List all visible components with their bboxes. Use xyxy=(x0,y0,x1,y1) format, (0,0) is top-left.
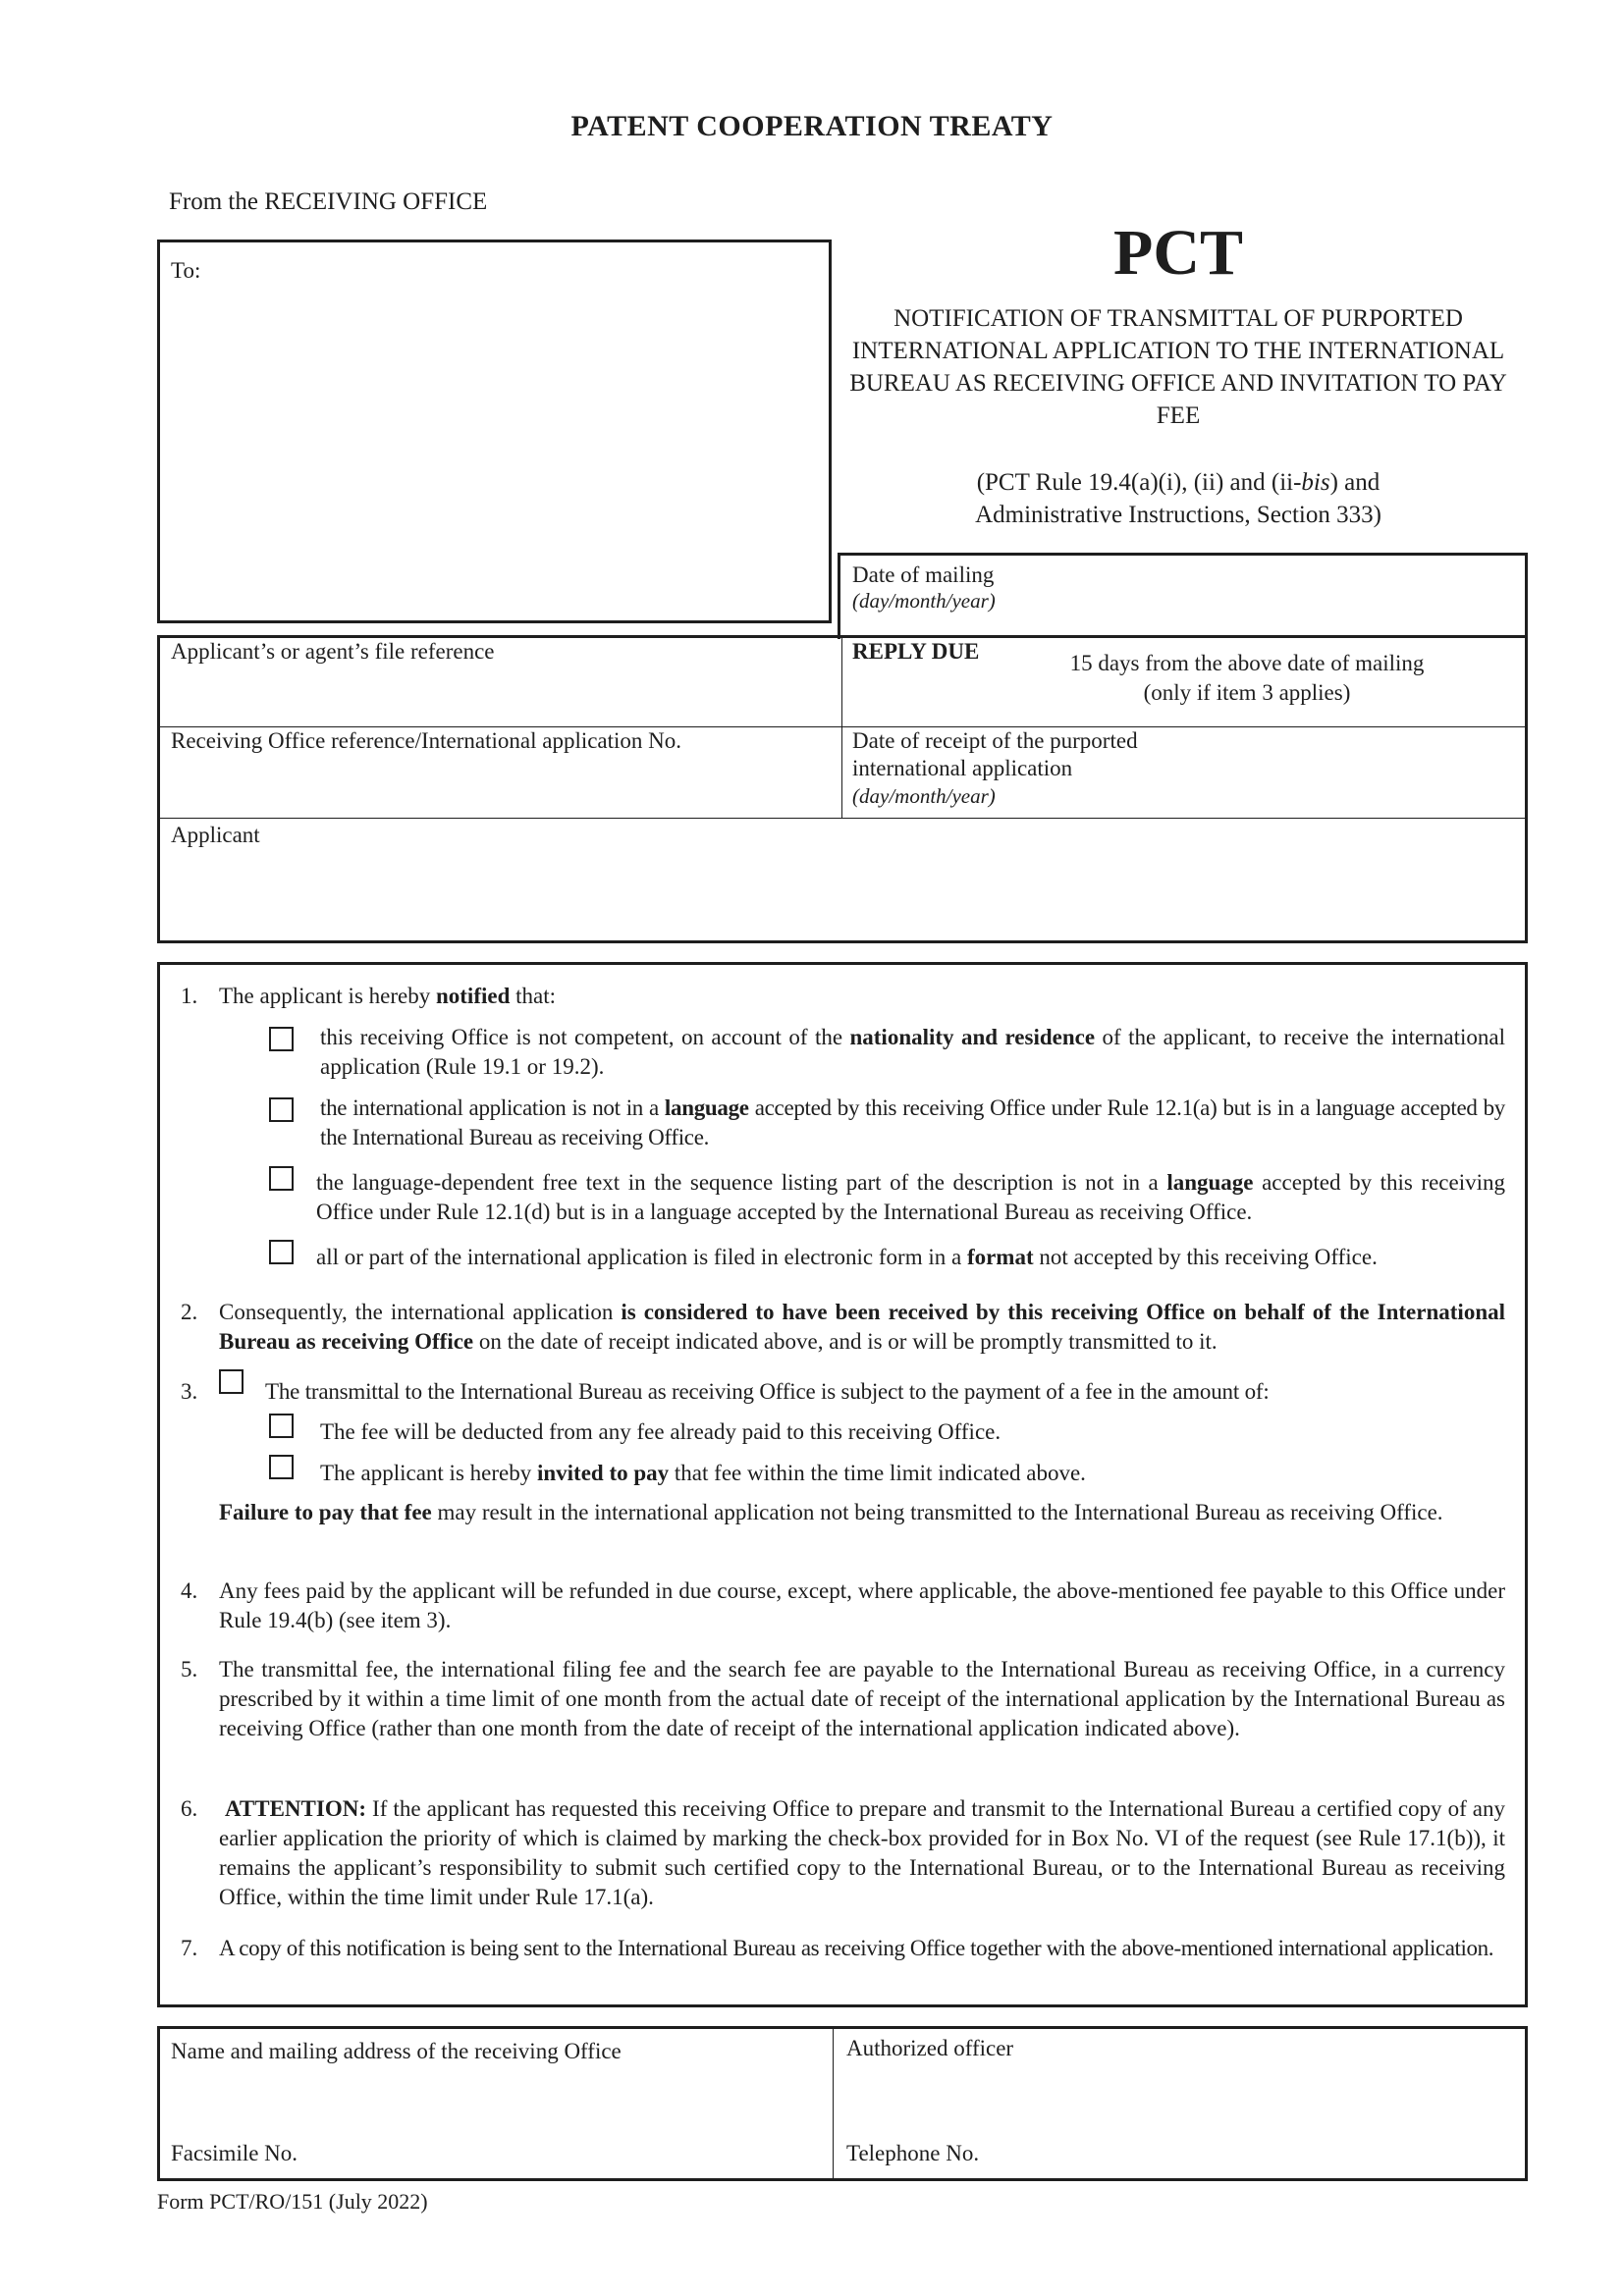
office-name-address-label[interactable]: Name and mailing address of the receiving Office xyxy=(171,2039,622,2063)
reply-due-line-2: (only if item 3 applies) xyxy=(1143,680,1351,705)
applicant-label: Applicant xyxy=(171,823,260,847)
date-receipt-label-2: international application xyxy=(852,756,1073,780)
item-6-body: If the applicant has requested this receiving Office to prepare and transmit to the International Bureau a certified copy of any earlier application the priority of which is claimed by marking the check-box provided for in Box No. VI of the request (see Rule 17.1(b)), it remains the applicant’s responsibility to submit such certified copy to the International Bureau, or to the International Bureau as receiving Office, within the time limit under Rule 17.1(a). xyxy=(219,1796,1505,1909)
rule-reference xyxy=(844,466,1512,531)
option-text-a: this receiving Office is not competent, on account of the xyxy=(320,1025,850,1049)
date-receipt-format: (day/month/year) xyxy=(852,784,996,808)
reply-due-line-1: 15 days from the above date of mailing xyxy=(1069,651,1425,675)
checkbox-sequence-listing[interactable] xyxy=(269,1166,294,1191)
item-4-text: Any fees paid by the applicant will be refunded in due course, except, where applicable, the above-mentioned fee payable to this Office under Rule 19.4(b) (see item 3). xyxy=(219,1578,1505,1632)
failure-note-b: may result in the international application not being transmitted to the International Bureau as receiving Office. xyxy=(431,1500,1443,1524)
reply-due-label: REPLY DUE xyxy=(852,639,980,664)
date-mailing-format: (day/month/year) xyxy=(852,589,996,613)
option-text-b: language xyxy=(664,1095,749,1120)
item-2-text-b: is considered to have been received by this receiving Office on behalf of the International Bureau as receiving Office xyxy=(219,1300,1505,1354)
item-7-text: A copy of this notification is being sent to the International Bureau as receiving Office together with the above-mentioned international application. xyxy=(219,1936,1494,1960)
option-text-c: accepted by this receiving Office under Rule 12.1(d) but is in a language accepted by the International Bureau as receiving Office. xyxy=(316,1170,1505,1224)
rule-ref-text-1: (PCT Rule 19.4(a)(i), (ii) and (ii- xyxy=(976,469,1302,496)
option-text-a: all or part of the international application is filed in electronic form in a xyxy=(316,1245,967,1269)
option-text-a: The applicant is hereby xyxy=(320,1461,537,1485)
option-text-c: of the applicant, to receive the international application (Rule 19.1 or 19.2). xyxy=(320,1025,1505,1079)
item-number: 7. xyxy=(181,1936,198,1960)
item-1-text-c: that: xyxy=(510,984,557,1008)
rule-ref-bis: bis xyxy=(1301,469,1330,496)
date-receipt-label-1: Date of receipt of the purported xyxy=(852,728,1138,753)
item-3-option-invited xyxy=(320,1459,1505,1488)
option-text-b: format xyxy=(966,1245,1034,1269)
option-text-c: that fee within the time limit indicated above. xyxy=(669,1461,1086,1485)
facsimile-label[interactable]: Facsimile No. xyxy=(171,2141,298,2165)
item-1-option-language xyxy=(320,1094,1505,1152)
item-3-failure-note xyxy=(219,1498,1505,1527)
item-2-text xyxy=(219,1298,1505,1357)
option-text-a: the language-dependent free text in the sequence listing part of the description is not in a xyxy=(316,1170,1167,1195)
attention-label: ATTENTION: xyxy=(225,1796,366,1821)
option-text-b: invited to pay xyxy=(536,1461,670,1485)
to-label: To: xyxy=(171,258,201,283)
rule-ref-text-2: ) and xyxy=(1329,469,1380,496)
option-text-c: not accepted by this receiving Office. xyxy=(1033,1245,1378,1269)
form-footer: Form PCT/RO/151 (July 2022) xyxy=(157,2189,428,2214)
option-text-b: nationality and residence xyxy=(849,1025,1096,1049)
divider-line xyxy=(157,818,1528,819)
checkbox-nationality[interactable] xyxy=(269,1027,294,1051)
item-1-option-format xyxy=(316,1243,1505,1272)
failure-note-a: Failure to pay that fee xyxy=(219,1500,432,1524)
option-text-a: the international application is not in a xyxy=(320,1095,665,1120)
from-office-label: From the RECEIVING OFFICE xyxy=(169,188,488,215)
file-reference-label: Applicant’s or agent’s file reference xyxy=(171,639,495,664)
item-3-text: The transmittal to the International Bureau as receiving Office is subject to the payment of a fee in the amount of: xyxy=(265,1379,1270,1404)
date-mailing-label: Date of mailing xyxy=(852,562,995,587)
divider-line xyxy=(841,635,842,819)
form-header-title: PATENT COOPERATION TREATY xyxy=(570,110,1054,142)
item-number: 4. xyxy=(181,1578,198,1603)
item-number: 2. xyxy=(181,1300,198,1324)
item-1-text xyxy=(219,982,1505,1011)
item-number: 6. xyxy=(181,1796,198,1821)
checkbox-invited-to-pay[interactable] xyxy=(269,1455,294,1479)
item-6-text xyxy=(219,1794,1505,1912)
to-address-box[interactable] xyxy=(157,240,832,623)
item-number: 3. xyxy=(181,1379,198,1404)
checkbox-language[interactable] xyxy=(269,1097,294,1122)
item-2-text-a: Consequently, the international application xyxy=(219,1300,622,1324)
checkbox-fee-deducted[interactable] xyxy=(269,1414,294,1438)
option-text-c: accepted by this receiving Office under Rule 12.1(a) but is in a language accepted by the International Bureau as receiving Office. xyxy=(320,1095,1505,1149)
item-number: 5. xyxy=(181,1657,198,1682)
item-1-text-a: The applicant is hereby xyxy=(219,984,436,1008)
authorized-officer-label[interactable]: Authorized officer xyxy=(846,2036,1014,2060)
rule-ref-text-3: Administrative Instructions, Section 333) xyxy=(975,502,1381,528)
item-number: 1. xyxy=(181,984,198,1008)
ro-reference-label: Receiving Office reference/International application No. xyxy=(171,728,682,753)
divider-line xyxy=(833,2026,834,2181)
checkbox-electronic-format[interactable] xyxy=(269,1240,294,1264)
item-5-text: The transmittal fee, the international filing fee and the search fee are payable to the International Bureau as receiving Office, in a currency prescribed by it within a time limit of one month from the actual date of receipt of the international application by the International Bureau as receiving Office (rather than one month from the date of receipt of the international application indicated above). xyxy=(219,1657,1505,1740)
item-2-text-c: on the date of receipt indicated above, and is or will be promptly transmitted to it. xyxy=(473,1329,1218,1354)
option-text-b: language xyxy=(1166,1170,1254,1195)
item-1-option-sequence-listing xyxy=(316,1168,1505,1227)
pct-logo: PCT xyxy=(1113,217,1243,289)
telephone-label[interactable]: Telephone No. xyxy=(846,2141,980,2165)
item-1-text-b: notified xyxy=(435,984,511,1008)
item-1-option-nationality xyxy=(320,1023,1505,1082)
checkbox-transmittal-fee[interactable] xyxy=(219,1369,244,1394)
item-3-option-deducted: The fee will be deducted from any fee already paid to this receiving Office. xyxy=(320,1419,1001,1444)
form-title: NOTIFICATION OF TRANSMITTAL OF PURPORTED INTERNATIONAL APPLICATION TO THE INTERNATIONAL BUREAU AS RECEIVING OFFICE AND INVITATION TO PAY FEE xyxy=(849,305,1507,429)
